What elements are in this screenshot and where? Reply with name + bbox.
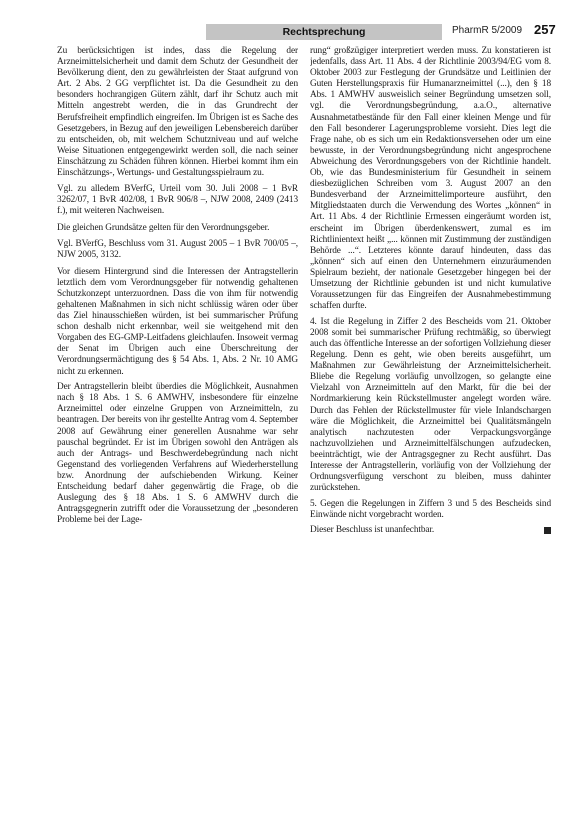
paragraph: Zu berücksichtigen ist indes, dass die Regelung der Arzneimittelsicherheit und damit dem Schutz der Gesundheit der Bevölkerung dient, den zu gewährleisten der Staat aufgrund von Art. 2 Abs. 2 GG verpflichtet ist. Da die Gesundheit zu den besonders hochrangigen Gütern zählt, darf ihr Schutz auch mit Mitteln angestrebt werden, die in das Grundrecht der Berufsfreiheit empfindlich eingreifen. Im Übrigen ist es Sache des Gesetzgebers, in Bezug auf den jeweiligen Lebensbereich darüber zu entscheiden, ob, mit welchem Schutzniveau und auf welche Weise Situationen entgegengewirkt werden soll, die nach seiner Einschätzung zu Schäden führen können. Hierbei kommt ihm ein Einschätzungs-, Wertungs- und Gestaltungsspielraum zu. (57, 46, 298, 179)
right-column (310, 46, 551, 816)
paragraph: rung“ großzügiger interpretiert werden muss. Zu konstatieren ist jedenfalls, dass Art. 11 Abs. 4 der Richtlinie 2003/94/EG vom 8. Oktober 2003 zur Festlegung der Grundsätze und Leitlinien der Guten Herstellungspraxis für Humanarzneimittel (...), den § 18 Abs. 1 AMWHV ausweislich seiner Begründung umsetzen soll, vgl. die Verordnungsbegründung, a.a.O., alternative Ausnahmetatbestände für den Fall einer kleinen Menge und für den Fall besonderer Lagerungsprobleme vorsieht. Dies legt die Frage nahe, ob es sich um ein Redaktionsversehen oder um eine bewusste, in der Verordnungsbegründung nicht angesprochene Abweichung des Verordnungsgebers von der Richtlinie handelt. Ob, wie das Bundesministerium für Gesundheit in seinem diesbezüglichen Schreiben vom 3. August 2007 an den Bundesverband der Arzneimittelimporteure ausführt, den Mitgliedstaaten durch die Verwendung des Wortes „können“ in Art. 11 Abs. 4 der Richtlinie Ermessen eingeräumt worden ist, erscheint im Übrigen überdenkenswert, zumal es im Richtlinientext heißt „... können mit Zustimmung der zuständigen Behörde ...“. Letzteres könnte darauf hindeuten, dass das „können“ sich auf einen den Unternehmern einzuräumenden Spielraum bezieht, der nationale Gesetzgeber hingegen bei der Umsetzung der Richtlinie gebunden ist und nicht kumulative Voraussetzungen für das Eingreifen der Ausnahmebestimmung schaffen durfte. (310, 46, 551, 312)
closing-paragraph (310, 525, 551, 536)
paragraph: 4. Ist die Regelung in Ziffer 2 des Bescheids vom 21. Oktober 2008 somit bei summarischer Prüfung rechtmäßig, so überwiegt auch das öffentliche Interesse an der sofortigen Vollziehung dieser Regelung. Denn es geht, wie oben bereits ausgeführt, um Maßnahmen zur Gewährleistung der Arzneimittelsicherheit. Bliebe die Regelung vorläufig unvollzogen, so gelangte eine Vielzahl von Arzneimitteln auf den Markt, für die bei der Nordmarkierung kein Rückstellmuster angelegt worden wäre. Durch das Fehlen der Rückstellmuster für viele Inlandschargen wäre die Möglichkeit, die Arzneimittel bei Qualitätsmängeln analytisch nachzutesten oder Verpackungsvorgänge nachzuvollziehen und Arzneimittelfälschungen aufzudecken, beeinträchtigt, wie der Antragsgegner zu Recht ausführt. Das Interesse der Antragstellerin, vorläufig von der Vollziehung der Ordnungsverfügung verschont zu bleiben, muss dahinter zurückstehen. (310, 316, 551, 494)
paragraph: Die gleichen Grundsätze gelten für den Verordnungsgeber. (57, 222, 270, 233)
paragraph: Der Antragstellerin bleibt überdies die Möglichkeit, Ausnahmen nach § 18 Abs. 1 S. 6 AMWHV, insbesondere für einzelne Arzneimittel oder einzelne Gruppen von Arzneimitteln, zu beantragen. Der bereits von ihr gestellte Antrag vom 4. September 2008 auf Gewährung einer generellen Ausnahme war sehr pauschal begründet. Er ist im Übrigen sowohl den Anträgen als auch der Antrags- und Beschwerdebegründung nach nicht Gegenstand des vorliegenden Verfahrens auf Wiederherstellung bzw. Anordnung der aufschiebenden Wirkung. Keiner Entscheidung bedarf daher gegenwärtig die Frage, ob die Auslegung des § 18 Abs. 1 S. 6 AMWHV durch die Antragsgegnerin zutrifft oder die Voraussetzung der „besonderen Probleme bei der Lage- (57, 382, 298, 526)
closing-text: Dieser Beschluss ist unanfechtbar. (310, 525, 435, 536)
paragraph: 5. Gegen die Regelungen in Ziffern 3 und 5 des Bescheids sind Einwände nicht vorgebracht worden. (310, 498, 551, 520)
paragraph: Vor diesem Hintergrund sind die Interessen der Antragstellerin letztlich dem vom Verordnungsgeber für notwendig gehaltenen Schutzkonzept unterzuordnen. Dass die von ihm für notwendig gehaltenen Maßnahmen in sich nicht schlüssig wären oder über das Ziel hinausschießen würden, ist bei summarischer Prüfung schon deshalb nicht erkennbar, weil sie weitgehend mit den Vorgaben des EG-GMP-Leitfadens gleichlaufen. Insoweit vermag der Senat im Übrigen auch eine Überschreitung der Verordnungsermächtigung des § 54 Abs. 1, Abs. 2 Nr. 10 AMG nicht zu erkennen. (57, 266, 298, 377)
left-column (57, 46, 298, 816)
journal-issue: PharmR 5/2009 (452, 25, 523, 36)
citation: Vgl. BVerfG, Beschluss vom 31. August 2005 – 1 BvR 700/05 –, NJW 2005, 3132. (57, 238, 298, 260)
end-square-icon (544, 527, 551, 534)
header-section-bar (206, 24, 442, 40)
citation: Vgl. zu alledem BVerfG, Urteil vom 30. Juli 2008 – 1 BvR 3262/07, 1 BvR 402/08, 1 BvR 906/8 –, NJW 2008, 2409 (2413 f.), mit weiteren Nachweisen. (57, 183, 298, 216)
page-number: 257 (534, 22, 556, 37)
section-title: Rechtsprechung (282, 26, 366, 38)
